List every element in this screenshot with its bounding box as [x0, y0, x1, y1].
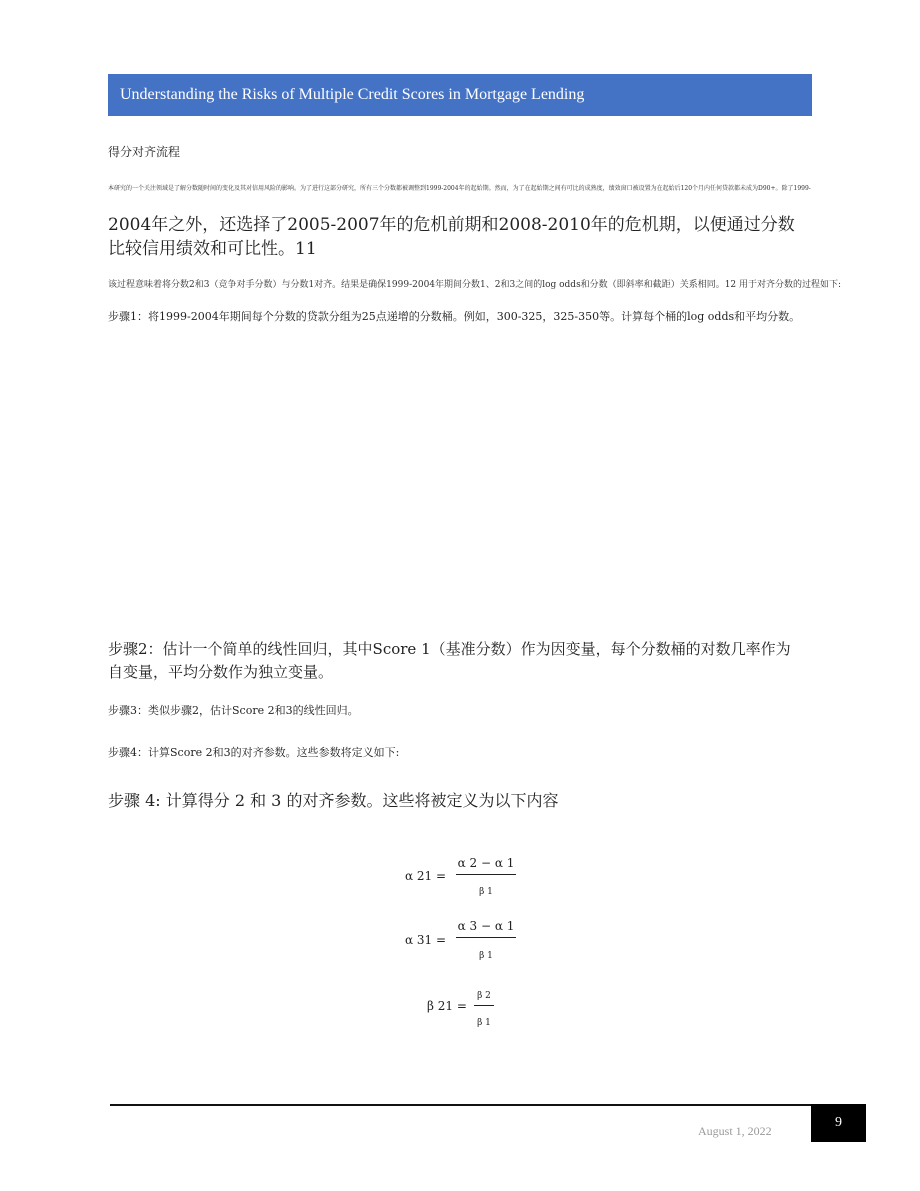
- formula-denominator: β 1: [479, 887, 493, 897]
- formula-numerator: β 2: [477, 991, 491, 1001]
- formula-lhs: α 21 =: [405, 869, 447, 883]
- fraction-bar: [456, 937, 516, 938]
- step-3: 步骤3：类似步骤2，估计Score 2和3的线性回归。: [108, 704, 359, 717]
- header-banner: [108, 74, 812, 116]
- formula-lhs: α 31 =: [405, 933, 447, 947]
- footer-date: August 1, 2022: [698, 1124, 772, 1138]
- step-2: 步骤2：估计一个简单的线性回归，其中Score 1（基准分数）作为因变量，每个分数桶的对数几率作为自变量，平均分数作为独立变量。: [108, 640, 791, 681]
- fraction-bar: [474, 1005, 494, 1006]
- formula-denominator: β 1: [477, 1018, 491, 1028]
- formula-lhs: β 21 =: [427, 999, 467, 1013]
- section-heading: 得分对齐流程: [108, 145, 181, 159]
- document-title: Understanding the Risks of Multiple Credit Scores in Mortgage Lending: [120, 86, 585, 103]
- formula-numerator: α 2 − α 1: [457, 856, 515, 870]
- fraction-bar: [456, 874, 516, 875]
- step-4-small: 步骤4：计算Score 2和3的对齐参数。这些参数将定义如下:: [108, 746, 400, 759]
- page-number: 9: [811, 1104, 866, 1142]
- step-4-large: 步骤 4: 计算得分 2 和 3 的对齐参数。这些将被定义为以下内容: [108, 791, 559, 810]
- alignment-paragraph: 该过程意味着将分数2和3（竞争对手分数）与分数1对齐。结果是确保1999-2004年期间分数1、2和3之间的log odds和分数（即斜率和截距）关系相同。12 用于对齐分数的过程如下:: [108, 280, 842, 290]
- formula-numerator: α 3 − α 1: [457, 919, 515, 933]
- period-paragraph: 2004年之外，还选择了2005-2007年的危机前期和2008-2010年的危机期，以便通过分数比较信用绩效和可比性。11: [108, 215, 795, 259]
- intro-paragraph: 本研究的一个关注领域是了解分数随时间的变化及其对信用风险的影响。为了进行这部分研究，所有三个分数都被调整到1999-2004年的起始期。然而，为了在起始期之间有可比的成熟度，绩效窗口被设置为在起始后120个月内任何贷款都未成为D90+。除了1999-: [108, 185, 811, 192]
- formula-denominator: β 1: [479, 951, 493, 961]
- footer-rule: [110, 1104, 812, 1106]
- step-1: 步骤1：将1999-2004年期间每个分数的贷款分组为25点递增的分数桶。例如，300-325，325-350等。计算每个桶的log odds和平均分数。: [108, 310, 801, 323]
